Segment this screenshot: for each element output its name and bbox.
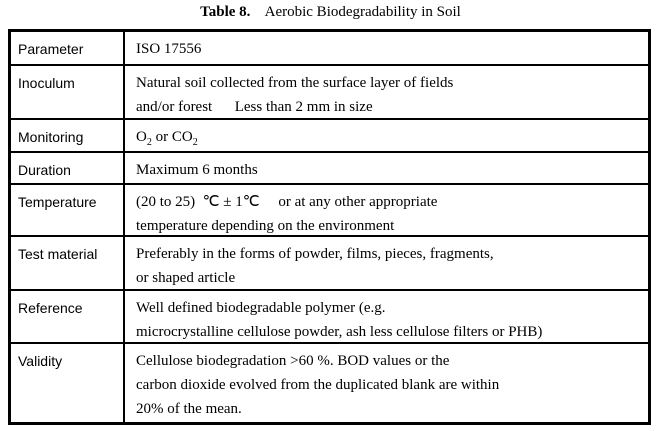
row-label: Validity xyxy=(11,344,125,422)
value-line: Well defined biodegradable polymer (e.g. xyxy=(136,300,386,316)
value-line: Cellulose biodegradation >60 %. BOD values or the xyxy=(136,353,450,369)
table-title: Aerobic Biodegradability in Soil xyxy=(264,4,461,20)
row-label: Test material xyxy=(11,237,125,289)
row-value xyxy=(125,153,648,183)
row-label: Inoculum xyxy=(11,66,125,118)
value-line: and/or forest Less than 2 mm in size xyxy=(136,99,373,115)
row-value xyxy=(125,344,648,422)
row-label: Reference xyxy=(11,291,125,342)
co2-formula: CO xyxy=(171,129,193,145)
table-row xyxy=(11,235,648,289)
value-line: (20 to 25) ℃ ± 1℃ or at any other appropriate xyxy=(136,194,438,210)
value-line: temperature depending on the environment xyxy=(136,218,395,234)
value-line: 20% of the mean. xyxy=(136,401,242,417)
table-row xyxy=(11,32,648,64)
value-line: Maximum 6 months xyxy=(136,162,258,178)
row-value xyxy=(125,32,648,64)
row-value xyxy=(125,120,648,151)
or-text: or xyxy=(151,129,172,145)
value-line xyxy=(136,125,648,149)
table-row xyxy=(11,151,648,183)
value-line: Preferably in the forms of powder, films, pieces, fragments, xyxy=(136,246,494,262)
row-label: Parameter xyxy=(11,32,125,64)
row-value xyxy=(125,185,648,235)
value-line: Natural soil collected from the surface layer of fields xyxy=(136,75,454,91)
co2-subscript: 2 xyxy=(192,137,198,148)
row-label: Duration xyxy=(11,153,125,183)
table-row xyxy=(11,118,648,151)
o2-subscript: 2 xyxy=(146,137,152,148)
biodegradability-table xyxy=(8,29,651,425)
row-label: Monitoring xyxy=(11,120,125,151)
value-line: ISO 17556 xyxy=(136,41,202,57)
value-line: or shaped article xyxy=(136,270,236,286)
o2-formula: O xyxy=(136,129,147,145)
table-row xyxy=(11,183,648,235)
table-row xyxy=(11,289,648,342)
value-line: microcrystalline cellulose powder, ash less cellulose filters or PHB) xyxy=(136,324,543,340)
row-label: Temperature xyxy=(11,185,125,235)
row-value xyxy=(125,237,648,289)
row-value xyxy=(125,291,648,342)
table-row xyxy=(11,342,648,422)
table-caption xyxy=(0,2,661,22)
row-value xyxy=(125,66,648,118)
table-row xyxy=(11,64,648,118)
value-line: carbon dioxide evolved from the duplicated blank are within xyxy=(136,377,500,393)
table-number: Table 8. xyxy=(200,4,251,20)
